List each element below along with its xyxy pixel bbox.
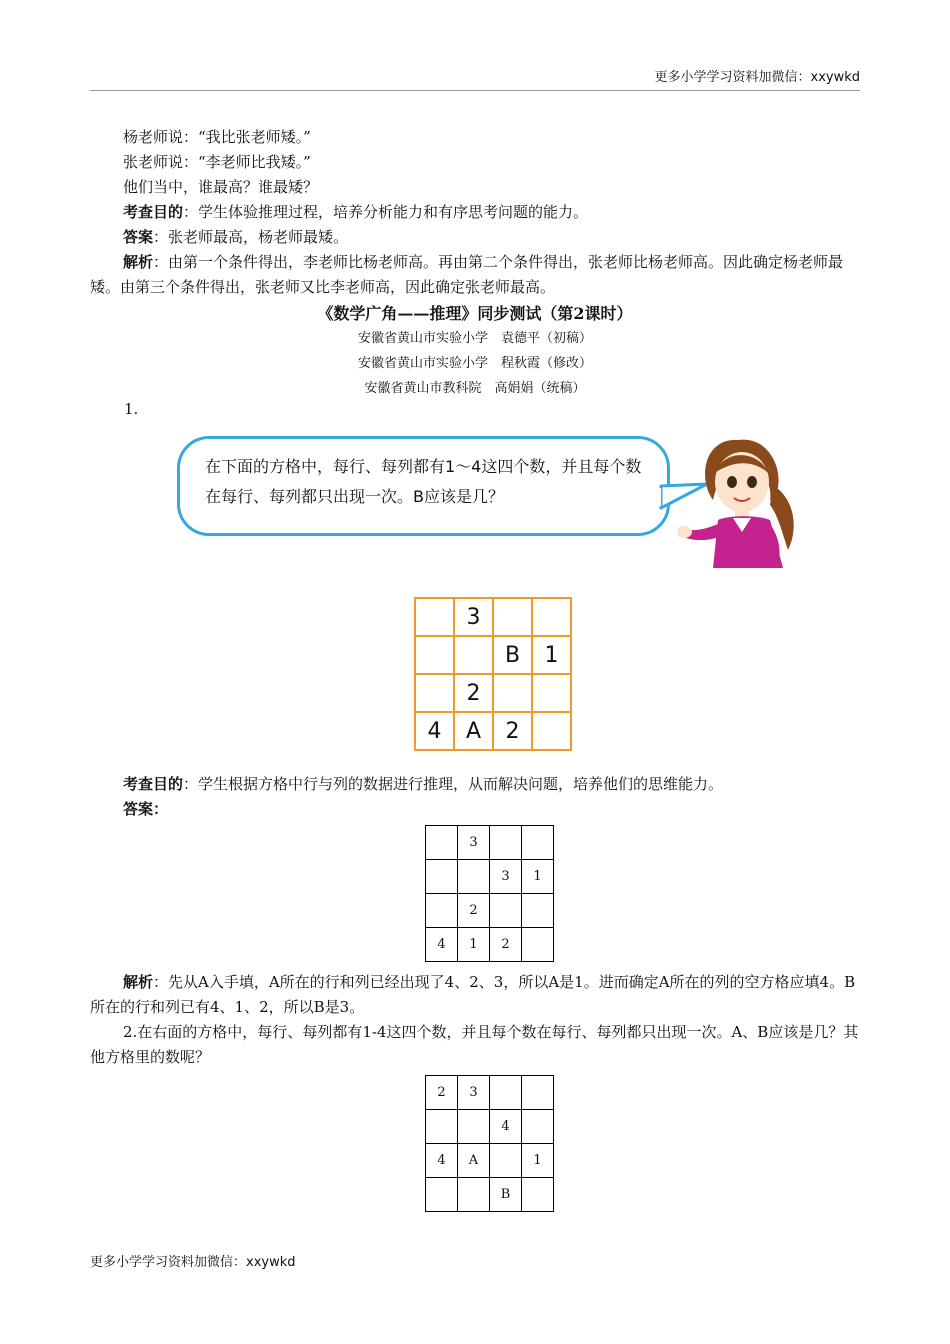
puzzle-grid-2: [425, 1075, 554, 1212]
grid-cell: [458, 860, 490, 894]
purpose-text: ：学生体验推理过程，培养分析能力和有序思考问题的能力。: [183, 203, 589, 221]
grid-cell: [426, 826, 458, 860]
grid-cell: [415, 598, 454, 636]
grid-cell: [490, 894, 522, 928]
puzzle-grid-1: [414, 597, 572, 751]
grid-cell: 3: [454, 598, 493, 636]
q1-analysis: [90, 970, 860, 1020]
intro-line-3: 他们当中，谁最高？谁最矮？: [123, 178, 319, 196]
answer-label: 答案: [123, 228, 154, 246]
question-1-number: 1.: [124, 400, 139, 418]
intro-purpose: [90, 200, 860, 225]
grid-cell: A: [454, 712, 493, 750]
grid-cell: 2: [454, 674, 493, 712]
grid-cell: [490, 826, 522, 860]
grid-cell: [522, 1178, 554, 1212]
q1-explanation: [90, 772, 860, 822]
answer-grid: [425, 825, 554, 962]
grid-cell: [532, 674, 571, 712]
section-title: 《数学广角——推理》同步测试（第2课时）: [317, 304, 633, 323]
analysis-label: 解析: [123, 253, 154, 271]
intro-line-2: 张老师说：“李老师比我矮。”: [123, 153, 311, 171]
grid-cell: [522, 826, 554, 860]
grid-cell: B: [493, 636, 532, 674]
grid-cell: 3: [458, 826, 490, 860]
grid-cell: [458, 1110, 490, 1144]
question-2-text: 2.在右面的方格中，每行、每列都有1-4这四个数，并且每个数在每行、每列都只出现一次。A、B应该是几？其他方格里的数呢？: [90, 1023, 859, 1066]
q1-purpose: [90, 772, 860, 797]
speech-bubble-text: 在下面的方格中，每行、每列都有1～4这四个数，并且每个数在每行、每列都只出现一次。B应该是几？: [205, 457, 642, 506]
grid-cell: [522, 928, 554, 962]
teacher-illustration: [678, 420, 808, 570]
author-line-3: 安徽省黄山市教科院 高娟娟（统稿）: [364, 381, 586, 396]
q1-analysis-and-q2: [90, 970, 860, 1070]
intro-answer: [90, 225, 860, 250]
grid-cell: 1: [532, 636, 571, 674]
grid-cell: B: [490, 1178, 522, 1212]
grid-cell: [426, 860, 458, 894]
grid-cell: 1: [522, 1144, 554, 1178]
grid-cell: [415, 636, 454, 674]
grid-cell: [493, 598, 532, 636]
grid-cell: [522, 1076, 554, 1110]
analysis-text: ：先从A入手填，A所在的行和列已经出现了4、2、3，所以A是1。进而确定A所在的列的空方格应填4。B所在的行和列已有4、1、2，所以B是3。: [90, 973, 856, 1016]
grid-cell: 4: [490, 1110, 522, 1144]
grid-cell: 4: [415, 712, 454, 750]
grid-cell: 4: [426, 928, 458, 962]
analysis-text: ：由第一个条件得出，李老师比杨老师高。再由第二个条件得出，张老师比杨老师高。因此确定杨老师最矮。由第三个条件得出，张老师又比李老师高，因此确定张老师最高。: [90, 253, 844, 296]
grid-cell: A: [458, 1144, 490, 1178]
grid-cell: [458, 1178, 490, 1212]
purpose-label: 考查目的: [123, 203, 184, 221]
grid-cell: 2: [426, 1076, 458, 1110]
author-line-2: 安徽省黄山市实验小学 程秋霞（修改）: [357, 356, 592, 371]
page-header-note: 更多小学学习资料加微信：xxywkd: [654, 70, 860, 85]
grid-cell: [522, 894, 554, 928]
grid-cell: [426, 1178, 458, 1212]
answer-text: ：张老师最高，杨老师最矮。: [153, 228, 349, 246]
grid-cell: [426, 894, 458, 928]
page-footer-note: 更多小学学习资料加微信：xxywkd: [90, 1255, 296, 1270]
purpose-text: ：学生根据方格中行与列的数据进行推理，从而解决问题，培养他们的思维能力。: [183, 775, 724, 793]
grid-cell: [522, 1110, 554, 1144]
grid-cell: [490, 1144, 522, 1178]
grid-cell: 2: [458, 894, 490, 928]
intro-analysis: [90, 250, 860, 300]
grid-cell: 2: [490, 928, 522, 962]
grid-cell: 1: [522, 860, 554, 894]
grid-cell: 3: [458, 1076, 490, 1110]
intro-line-1: 杨老师说：“我比张老师矮。”: [123, 128, 311, 146]
grid-cell: 3: [490, 860, 522, 894]
analysis-label: 解析: [123, 973, 154, 991]
grid-cell: [415, 674, 454, 712]
grid-cell: 1: [458, 928, 490, 962]
grid-cell: [532, 598, 571, 636]
intro-section: [90, 125, 860, 300]
grid-cell: [493, 674, 532, 712]
purpose-label: 考查目的: [123, 775, 184, 793]
header-divider: [90, 90, 860, 91]
author-line-1: 安徽省黄山市实验小学 袁德平（初稿）: [357, 331, 592, 346]
grid-cell: 4: [426, 1144, 458, 1178]
grid-cell: [426, 1110, 458, 1144]
q1-answer-label: 答案：: [123, 800, 169, 818]
grid-cell: [490, 1076, 522, 1110]
grid-cell: [454, 636, 493, 674]
grid-cell: [532, 712, 571, 750]
grid-cell: 2: [493, 712, 532, 750]
